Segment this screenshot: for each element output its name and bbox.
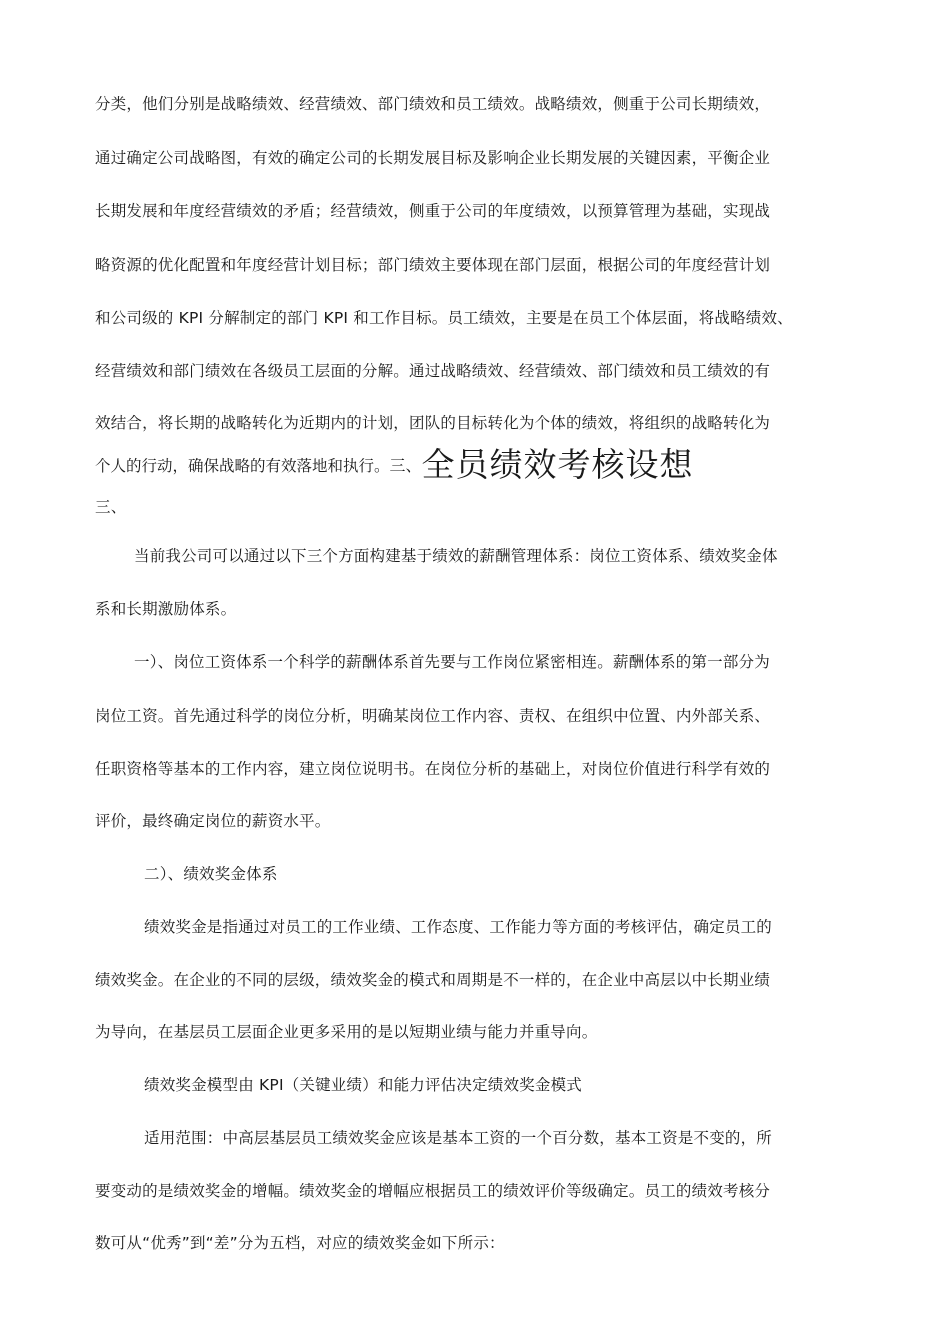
paragraph-1-line: 略资源的优化配置和年度经营计划目标；部门绩效主要体现在部门层面，根据公司的年度经营计划 bbox=[95, 256, 771, 274]
paragraph-3-line: 任职资格等基本的工作内容，建立岗位说明书。在岗位分析的基础上，对岗位价值进行科学有效的 bbox=[95, 760, 771, 778]
paragraph-1-line: 长期发展和年度经营绩效的矛盾；经营绩效，侧重于公司的年度绩效，以预算管理为基础，实现战 bbox=[95, 202, 771, 220]
section-title: 全员绩效考核设想 bbox=[421, 445, 694, 484]
paragraph-1-last-line: 个人的行动，确保战略的有效落地和执行。 bbox=[95, 457, 390, 475]
paragraph-3-line: 岗位工资。首先通过科学的岗位分析，明确某岗位工作内容、责权、在组织中位置、内外部关系、 bbox=[95, 707, 771, 725]
paragraph-3-line: 评价，最终确定岗位的薪资水平。 bbox=[95, 812, 331, 830]
section-number: 三、 bbox=[389, 456, 422, 475]
section-heading-row bbox=[95, 445, 694, 484]
paragraph-2-line: 当前我公司可以通过以下三个方面构建基于绩效的薪酬管理体系：岗位工资体系、绩效奖金体 bbox=[134, 547, 778, 565]
subsection-heading: 二）、绩效奖金体系 bbox=[144, 865, 278, 883]
paragraph-4-line: 绩效奖金是指通过对员工的工作业绩、工作态度、工作能力等方面的考核评估，确定员工的 bbox=[144, 918, 773, 936]
paragraph-3-line: 一）、岗位工资体系一个科学的薪酬体系首先要与工作岗位紧密相连。薪酬体系的第一部分为 bbox=[134, 653, 770, 671]
paragraph-1-line: 和公司级的 KPI 分解制定的部门 KPI 和工作目标。员工绩效，主要是在员工个体层面，将战略绩效、 bbox=[95, 309, 793, 327]
paragraph-1-line: 效结合，将长期的战略转化为近期内的计划，团队的目标转化为个体的绩效，将组织的战略转化为 bbox=[95, 414, 771, 432]
paragraph-6-line: 要变动的是绩效奖金的增幅。绩效奖金的增幅应根据员工的绩效评价等级确定。员工的绩效考核分 bbox=[95, 1182, 771, 1200]
section-number-repeat: 三、 bbox=[95, 498, 127, 516]
paragraph-1-line: 经营绩效和部门绩效在各级员工层面的分解。通过战略绩效、经营绩效、部门绩效和员工绩效的有 bbox=[95, 362, 771, 380]
paragraph-4-line: 为导向，在基层员工层面企业更多采用的是以短期业绩与能力并重导向。 bbox=[95, 1023, 598, 1041]
paragraph-1-line: 通过确定公司战略图，有效的确定公司的长期发展目标及影响企业长期发展的关键因素，平衡企业 bbox=[95, 149, 771, 167]
paragraph-5: 绩效奖金模型由 KPI（关键业绩）和能力评估决定绩效奖金模式 bbox=[144, 1076, 583, 1094]
paragraph-4-line: 绩效奖金。在企业的不同的层级，绩效奖金的模式和周期是不一样的，在企业中高层以中长期业绩 bbox=[95, 971, 771, 989]
paragraph-6-line: 适用范围：中高层基层员工绩效奖金应该是基本工资的一个百分数，基本工资是不变的，所 bbox=[144, 1129, 773, 1147]
paragraph-6-line: 数可从“优秀”到“差”分为五档，对应的绩效奖金如下所示： bbox=[95, 1234, 505, 1252]
paragraph-2-line: 系和长期激励体系。 bbox=[95, 600, 237, 618]
paragraph-1-line: 分类，他们分别是战略绩效、经营绩效、部门绩效和员工绩效。战略绩效，侧重于公司长期绩效， bbox=[95, 95, 771, 113]
